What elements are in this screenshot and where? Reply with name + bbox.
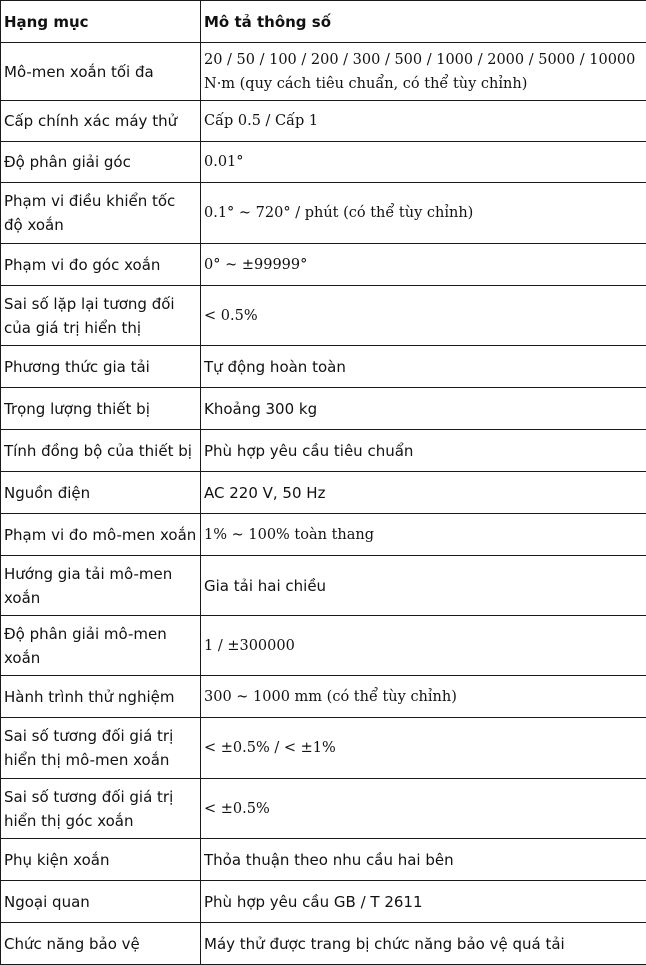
- row-description: 20 / 50 / 100 / 200 / 300 / 500 / 1000 / 2000 / 5000 / 10000 N·m (quy cách tiêu chuẩn, có thể tùy chỉnh): [201, 43, 646, 101]
- row-item: Sai số tương đối giá trị hiển thị mô-men xoắn: [1, 718, 201, 779]
- row-item: Sai số lặp lại tương đối của giá trị hiển thị: [1, 286, 201, 346]
- row-item: Phương thức gia tải: [1, 346, 201, 388]
- row-description: 0.01°: [201, 142, 646, 183]
- row-item: Ngoại quan: [1, 881, 201, 923]
- table-row: [1, 244, 646, 286]
- row-description: < 0.5%: [201, 286, 646, 346]
- row-description: Gia tải hai chiều: [201, 556, 646, 616]
- table-row: [1, 718, 646, 779]
- row-item: Phạm vi đo góc xoắn: [1, 244, 201, 286]
- row-description: 300 ~ 1000 mm (có thể tùy chỉnh): [201, 676, 646, 718]
- row-description: Cấp 0.5 / Cấp 1: [201, 101, 646, 142]
- table-row: [1, 346, 646, 388]
- table-row: [1, 388, 646, 430]
- row-description: < ±0.5% / < ±1%: [201, 718, 646, 779]
- table-row: [1, 430, 646, 472]
- table-row: [1, 616, 646, 676]
- row-description: < ±0.5%: [201, 779, 646, 839]
- table-row: [1, 676, 646, 718]
- table-row: [1, 142, 646, 183]
- table-row: [1, 101, 646, 142]
- row-description: Tự động hoàn toàn: [201, 346, 646, 388]
- row-item: Tính đồng bộ của thiết bị: [1, 430, 201, 472]
- table-row: [1, 43, 646, 101]
- row-item: Nguồn điện: [1, 472, 201, 514]
- row-item: Hành trình thử nghiệm: [1, 676, 201, 718]
- row-description: Phù hợp yêu cầu GB / T 2611: [201, 881, 646, 923]
- row-description: 0° ~ ±99999°: [201, 244, 646, 286]
- table-row: [1, 514, 646, 556]
- row-item: Trọng lượng thiết bị: [1, 388, 201, 430]
- row-item: Chức năng bảo vệ: [1, 923, 201, 965]
- row-description: AC 220 V, 50 Hz: [201, 472, 646, 514]
- header-item: Hạng mục: [1, 1, 201, 43]
- row-item: Cấp chính xác máy thử: [1, 101, 201, 142]
- row-description: 1% ~ 100% toàn thang: [201, 514, 646, 556]
- row-item: Phạm vi đo mô-men xoắn: [1, 514, 201, 556]
- row-description: Phù hợp yêu cầu tiêu chuẩn: [201, 430, 646, 472]
- header-description: Mô tả thông số: [201, 1, 646, 43]
- row-item: Mô-men xoắn tối đa: [1, 43, 201, 101]
- table-row: [1, 923, 646, 965]
- row-description: 1 / ±300000: [201, 616, 646, 676]
- row-description: Máy thử được trang bị chức năng bảo vệ quá tải: [201, 923, 646, 965]
- row-item: Độ phân giải góc: [1, 142, 201, 183]
- table-row: [1, 881, 646, 923]
- table-header-row: [1, 1, 646, 43]
- row-description: 0.1° ~ 720° / phút (có thể tùy chỉnh): [201, 183, 646, 244]
- row-description: Khoảng 300 kg: [201, 388, 646, 430]
- table-row: [1, 183, 646, 244]
- row-item: Phạm vi điều khiển tốc độ xoắn: [1, 183, 201, 244]
- table-row: [1, 779, 646, 839]
- table-row: [1, 839, 646, 881]
- table-row: [1, 286, 646, 346]
- row-item: Hướng gia tải mô-men xoắn: [1, 556, 201, 616]
- row-description: Thỏa thuận theo nhu cầu hai bên: [201, 839, 646, 881]
- table-row: [1, 556, 646, 616]
- row-item: Sai số tương đối giá trị hiển thị góc xoắn: [1, 779, 201, 839]
- table-row: [1, 472, 646, 514]
- row-item: Độ phân giải mô-men xoắn: [1, 616, 201, 676]
- row-item: Phụ kiện xoắn: [1, 839, 201, 881]
